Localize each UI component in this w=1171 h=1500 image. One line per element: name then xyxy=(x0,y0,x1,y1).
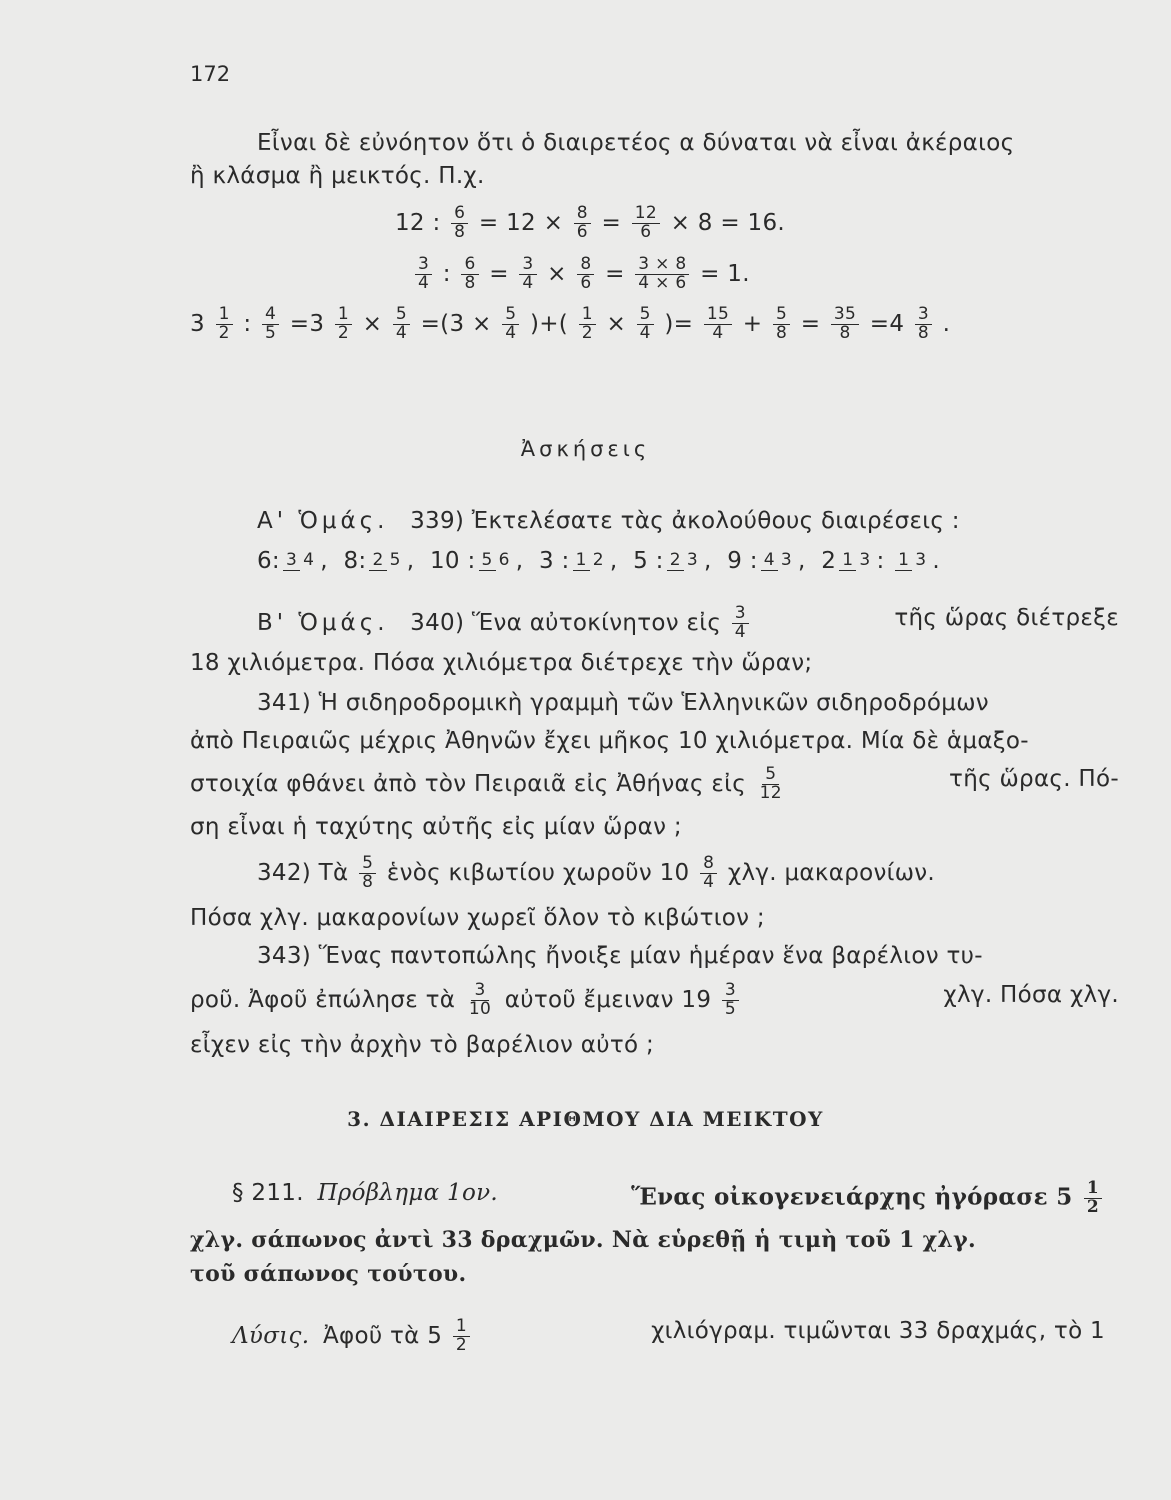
problem-343-line-3: εἶχεν εἰς τὴν ἀρχὴν τὸ βαρέλιον αὐτό ; xyxy=(190,1032,655,1058)
division-item: 3 : 1 2 , xyxy=(539,548,618,574)
eq3-text: =4 xyxy=(869,310,905,337)
equals-sign: = xyxy=(605,260,625,287)
colon: : xyxy=(442,260,451,287)
section-title: 3. ΔΙΑΙΡΕΣΙΣ ΑΡΙΘΜΟΥ ΔΙΑ ΜΕΙΚΤΟΥ xyxy=(347,1107,824,1131)
division-item: 9 : 4 3 , xyxy=(727,548,806,574)
problem-211-line-1 xyxy=(232,1180,1105,1217)
fraction: $\frac{35}{8}$ xyxy=(831,306,859,343)
eq1-text: × 8 = 16. xyxy=(670,209,785,236)
problem-342-text: χλγ. μακαρονίων. xyxy=(727,859,936,886)
problem-339: 339) Ἐκτελέσατε τὰς ἀκολούθους διαιρέσεις : xyxy=(410,508,960,534)
section-number: § 211. xyxy=(232,1180,304,1206)
fraction: $\frac{3}{4}$ xyxy=(519,256,536,293)
solution-text: χιλιόγραμ. τιμῶνται 33 δραχμάς, τὸ 1 xyxy=(651,1318,1105,1344)
group-a-divisions xyxy=(257,548,940,574)
equation-1 xyxy=(395,205,785,242)
problem-342-text: ἑνὸς κιβωτίου χωροῦν 10 xyxy=(386,859,690,886)
fraction: $\frac{4}{5}$ xyxy=(262,306,279,343)
fraction: $\frac{1}{2}$ xyxy=(453,1318,470,1355)
equals-sign: = xyxy=(601,209,622,236)
division-item: 2 1 3 : xyxy=(821,548,885,574)
fraction: $\frac{1}{2}$ xyxy=(1084,1180,1102,1217)
eq3-text: =3 xyxy=(289,310,325,337)
group-b-label: Β' Ὁμάς. xyxy=(257,609,389,636)
problem-341-text: τῆς ὥρας. Πό- xyxy=(949,766,1119,792)
problem-343-text: χλγ. Πόσα χλγ. xyxy=(943,982,1119,1008)
intro-line-1: Εἶναι δὲ εὐνόητον ὅτι ὁ διαιρετέος α δύναται νὰ εἶναι ἀκέραιος xyxy=(257,130,1015,156)
plus-sign: + xyxy=(742,310,763,337)
intro-line-2: ἢ κλάσμα ἢ μεικτός. Π.χ. xyxy=(190,163,485,189)
problem-343-line-1: 343) Ἕνας παντοπώλης ἤνοιξε μίαν ἡμέραν ἕνα βαρέλιον τυ- xyxy=(257,943,983,969)
equals-sign: = xyxy=(478,209,499,236)
fraction: $\frac{3}{10}$ xyxy=(468,980,492,1019)
problem-340-line-2: 18 χιλιόμετρα. Πόσα χιλιόμετρα διέτρεχε τὴν ὥραν; xyxy=(190,650,813,676)
problem-340-text: τῆς ὥρας διέτρεξε xyxy=(894,605,1119,631)
equals-sign: = xyxy=(800,310,821,337)
period: . xyxy=(942,310,951,337)
fraction: $\frac{3}{4}$ xyxy=(415,256,432,293)
problem-341-line-1: 341) Ἡ σιδηροδρομικὴ γραμμὴ τῶν Ἑλληνικῶν σιδηροδρόμων xyxy=(257,690,989,716)
fraction: $\frac{5}{8}$ xyxy=(773,306,790,343)
fraction: $\frac{5}{8}$ xyxy=(359,855,376,892)
problem-342-text: 342) Τὰ xyxy=(257,859,349,886)
fraction: $\frac{6}{8}$ xyxy=(461,256,478,293)
eq1-text: 12 × xyxy=(506,209,564,236)
problem-343-line-2 xyxy=(190,982,1119,1019)
fraction: $\frac{1}{2}$ xyxy=(579,306,596,343)
problem-342-line-1 xyxy=(257,855,935,892)
group-a-line xyxy=(257,508,960,534)
fraction: $\frac{8}{4}$ xyxy=(700,855,717,892)
eq2-text: = 1. xyxy=(700,260,750,287)
times-sign: × xyxy=(606,310,627,337)
solution-label: Λύσις. xyxy=(232,1322,310,1349)
problem-label: Πρόβλημα 1ον. xyxy=(317,1180,498,1206)
group-a-label: Α' Ὁμάς. xyxy=(257,508,389,534)
page-number: 172 xyxy=(190,62,231,86)
fraction: $\frac{6}{8}$ xyxy=(451,205,468,242)
whole-part: 3 xyxy=(190,310,205,337)
fraction: $\frac{5}{4}$ xyxy=(637,306,654,343)
problem-342-line-2: Πόσα χλγ. μακαρονίων χωρεῖ ὅλον τὸ κιβώτιον ; xyxy=(190,905,765,931)
equals-sign: = xyxy=(489,260,509,287)
fraction: $\frac{15}{4}$ xyxy=(704,306,732,343)
problem-341-line-4: ση εἶναι ἡ ταχύτης αὐτῆς εἰς μίαν ὥραν ; xyxy=(190,814,682,840)
fraction: $\frac{1}{2}$ xyxy=(335,306,352,343)
division-item: 8: 2 5 , xyxy=(343,548,415,574)
exercises-heading: Ἀσκήσεις xyxy=(520,437,651,461)
problem-343-text: ροῦ. Ἀφοῦ ἐπώλησε τὰ xyxy=(190,986,456,1013)
problem-341-line-2: ἀπὸ Πειραιῶς μέχρις Ἀθηνῶν ἔχει μῆκος 10 χιλιόμετρα. Μία δὲ ἁμαξο- xyxy=(190,728,1029,754)
problem-340-text: 340) Ἕνα αὐτοκίνητον εἰς xyxy=(410,609,722,636)
problem-340-line-1 xyxy=(257,605,1119,642)
problem-341-text: στοιχία φθάνει ἀπὸ τὸν Πειραιᾶ εἰς Ἀθήνας εἰς xyxy=(190,770,747,797)
fraction: $\frac{5}{12}$ xyxy=(759,764,782,803)
equation-2 xyxy=(412,256,750,293)
fraction: $\frac{8}{6}$ xyxy=(574,205,591,242)
fraction: $\frac{1}{2}$ xyxy=(216,306,233,343)
division-item: 6: 3 4 , xyxy=(257,548,328,574)
colon: : xyxy=(243,310,252,337)
problem-343-text: αὐτοῦ ἔμειναν 19 xyxy=(504,986,712,1013)
times-sign: × xyxy=(362,310,383,337)
solution-text: Ἀφοῦ τὰ 5 xyxy=(322,1322,443,1349)
fraction: $\frac{3}{5}$ xyxy=(722,982,739,1019)
problem-211-line-3: τοῦ σάπωνος τούτου. xyxy=(190,1261,467,1287)
fraction: $\frac{3}{8}$ xyxy=(915,306,932,343)
fraction: $\frac{5}{4}$ xyxy=(502,306,519,343)
fraction: $\frac{5}{4}$ xyxy=(393,306,410,343)
division-item: 5 : 2 3 , xyxy=(633,548,712,574)
problem-211-line-2: χλγ. σάπωνος ἀντὶ 33 δραχμῶν. Νὰ εὑρεθῇ ἡ τιμὴ τοῦ 1 χλγ. xyxy=(190,1227,976,1253)
eq1-text: 12 : xyxy=(395,209,441,236)
equation-3 xyxy=(190,306,950,343)
fraction: $\frac{3 \times 8}{4 \times 6}$ xyxy=(635,256,689,293)
division-item: 1 3 . xyxy=(892,548,940,574)
fraction: $\frac{3}{4}$ xyxy=(732,605,749,642)
problem-211-text: Ἕνας οἰκογενειάρχης ἠγόρασε 5 xyxy=(631,1183,1073,1211)
fraction: $\frac{8}{6}$ xyxy=(577,256,594,293)
times-sign: × xyxy=(547,260,567,287)
problem-341-line-3 xyxy=(190,766,1119,803)
fraction: $\frac{12}{6}$ xyxy=(632,205,660,242)
division-item: 10 : 5 6 , xyxy=(429,548,524,574)
eq3-text: )+( xyxy=(529,310,569,337)
eq3-text: )= xyxy=(664,310,694,337)
solution-line xyxy=(232,1318,1105,1355)
eq3-text: =(3 × xyxy=(420,310,492,337)
